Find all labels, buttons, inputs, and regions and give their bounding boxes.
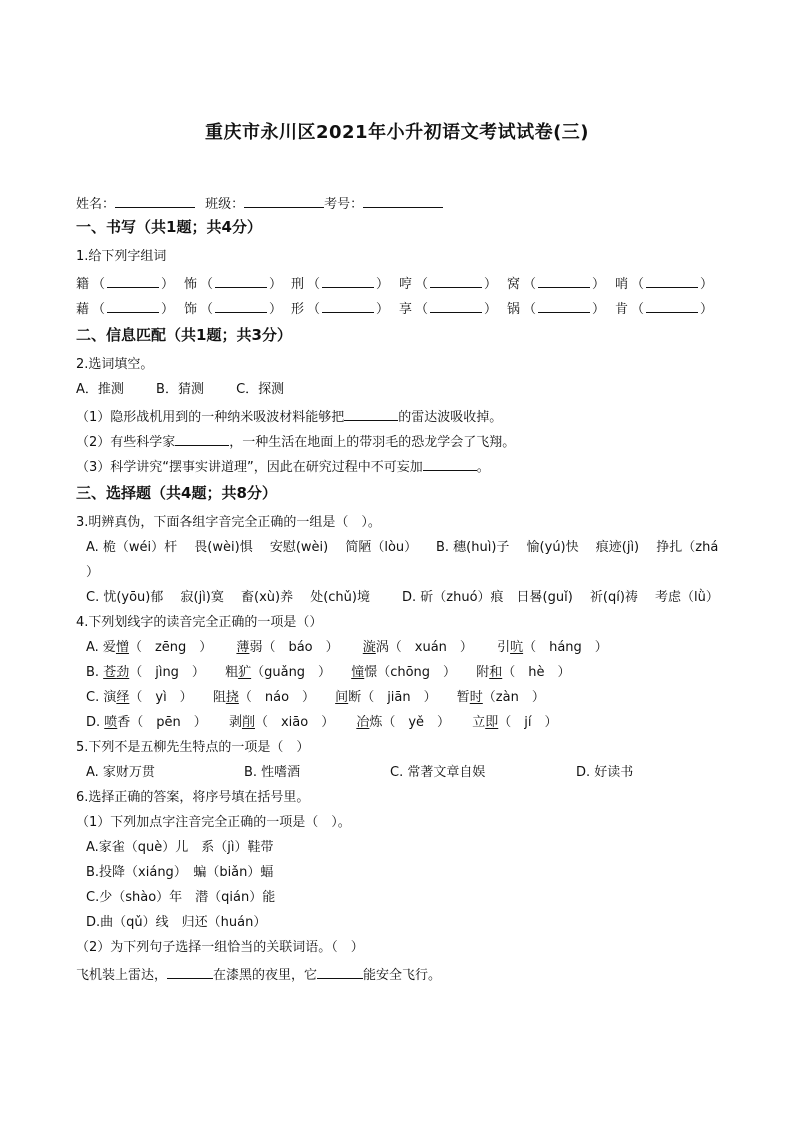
- question-3-option-b: B. 穗(huì)子 愉(yú)快 痕迹(jì) 挣扎（zhá: [436, 540, 719, 555]
- answer-blank[interactable]: [167, 964, 213, 979]
- option-b: B．猜测: [156, 382, 204, 397]
- word-cell: 饰 （ ）: [184, 302, 283, 317]
- answer-blank[interactable]: [322, 300, 374, 313]
- class-label: 班级：: [205, 197, 245, 212]
- question-3-option-a: A. 桅（wéi）杆 畏(wèi)惧 安慰(wèi) 简陋（lòu）: [86, 540, 418, 555]
- question-6: 6.选择正确的答案，将序号填在括号里。: [76, 790, 310, 805]
- student-info-row: [76, 193, 443, 214]
- question-2-options: [76, 381, 284, 399]
- answer-blank[interactable]: [430, 300, 482, 313]
- question-6-sub-2: （2）为下列句子选择一组恰当的关联词语。（ ）: [76, 940, 364, 955]
- question-5-option-c: C. 常著文章自娱: [390, 765, 486, 780]
- section-2-heading: 二、信息匹配（共1题；共3分）: [76, 326, 292, 344]
- answer-blank[interactable]: [215, 300, 267, 313]
- answer-blank[interactable]: [107, 300, 159, 313]
- question-2-item-2: （2）有些科学家 ，一种生活在地面上的带羽毛的恐龙学会了飞翔。: [76, 431, 515, 452]
- question-6-sub-1: （1）下列加点字注音完全正确的一项是（ ）。: [76, 815, 351, 830]
- answer-blank[interactable]: [538, 300, 590, 313]
- question-4-option-a: A. 爱憎（ zēng ） 薄弱（ báo ） 漩涡（ xuán ） 引吭（ háng ）: [86, 640, 608, 655]
- question-4-option-c: C. 演绎（ yì ） 阻挠（ náo ） 间断（ jiān ） 暂时（zàn ）: [86, 690, 545, 705]
- answer-blank[interactable]: [107, 275, 159, 288]
- name-label: 姓名：: [76, 197, 116, 212]
- word-cell: 窝 （ ）: [507, 277, 606, 292]
- question-6-option-b: B.投降（xiáng） 蝙（biǎn）蝠: [86, 865, 274, 880]
- question-2-item-3: （3）科学讲究“摆事实讲道理”，因此在研究过程中不可妄加 。: [76, 456, 490, 477]
- answer-blank[interactable]: [538, 275, 590, 288]
- question-4: 4.下列划线字的读音完全正确的一项是（）: [76, 615, 323, 630]
- section-3-heading: 三、选择题（共4题；共8分）: [76, 484, 277, 502]
- option-c: C．探测: [236, 382, 285, 397]
- question-3-option-c: C. 忧(yōu)郁 寂(jì)寞 畜(xù)养 处(chǔ)境: [86, 590, 370, 605]
- page-title: 重庆市永川区2021年小升初语文考试试卷(三): [204, 122, 590, 143]
- question-5: 5.下列不是五柳先生特点的一项是（ ）: [76, 740, 310, 755]
- question-5-option-b: B. 性嗜酒: [244, 765, 301, 780]
- word-cell: 形 （ ）: [291, 302, 390, 317]
- answer-blank[interactable]: [215, 275, 267, 288]
- word-cell: 享 （ ）: [399, 302, 498, 317]
- answer-blank[interactable]: [317, 964, 363, 979]
- question-5-option-d: D. 好读书: [576, 765, 634, 780]
- question-3-option-d: D. 斫（zhuó）痕 日晷(guǐ) 祈(qí)祷 考虑（lǜ）: [402, 590, 719, 605]
- word-cell: 藉 （ ）: [76, 302, 175, 317]
- answer-blank[interactable]: [322, 275, 374, 288]
- answer-blank[interactable]: [646, 300, 698, 313]
- question-3-option-b-cont: ）: [86, 565, 100, 580]
- option-a: A．推测: [76, 382, 124, 397]
- question-2: 2.选词填空。: [76, 357, 154, 372]
- question-6-option-c: C.少（shào）年 潜（qián）能: [86, 890, 276, 905]
- answer-blank[interactable]: [646, 275, 698, 288]
- word-cell: 肯 （ ）: [615, 302, 714, 317]
- question-6-option-a: A.家雀（què）儿 系（jì）鞋带: [86, 840, 274, 855]
- answer-blank[interactable]: [423, 456, 477, 471]
- answer-blank[interactable]: [344, 406, 398, 421]
- word-cell: 刑 （ ）: [291, 277, 390, 292]
- word-cell: 籍 （ ）: [76, 277, 175, 292]
- question-6-option-d: D.曲（qǔ）线 归还（huán）: [86, 915, 267, 930]
- word-cell: 哨 （ ）: [615, 277, 714, 292]
- answer-blank[interactable]: [175, 431, 229, 446]
- word-cell: 怖 （ ）: [184, 277, 283, 292]
- question-2-item-1: （1）隐形战机用到的一种纳米吸波材料能够把 的雷达波吸收掉。: [76, 406, 502, 427]
- word-cell: 哼 （ ）: [399, 277, 498, 292]
- exam-no-field[interactable]: [363, 193, 443, 208]
- exam-no-label: 考号：: [324, 197, 364, 212]
- question-5-option-a: A. 家财万贯: [86, 765, 155, 780]
- question-4-option-b: B. 苍劲（ jìng ） 粗犷（guǎng ） 憧憬（chōng ） 附和（ hè ）: [86, 665, 571, 680]
- question-6-sentence: 飞机装上雷达， 在漆黑的夜里，它 能安全飞行。: [76, 964, 441, 985]
- class-field[interactable]: [244, 193, 324, 208]
- name-field[interactable]: [115, 193, 195, 208]
- section-1-heading: 一、书写（共1题；共4分）: [76, 218, 262, 236]
- answer-blank[interactable]: [430, 275, 482, 288]
- word-cell: 锅 （ ）: [507, 302, 606, 317]
- question-1: 1.给下列字组词: [76, 249, 167, 264]
- question-3: 3.明辨真伪，下面各组字音完全正确的一组是（ ）。: [76, 515, 381, 530]
- question-4-option-d: D. 喷香（ pēn ） 剥削（ xiāo ） 冶炼（ yě ） 立即（ jí ）: [86, 715, 558, 730]
